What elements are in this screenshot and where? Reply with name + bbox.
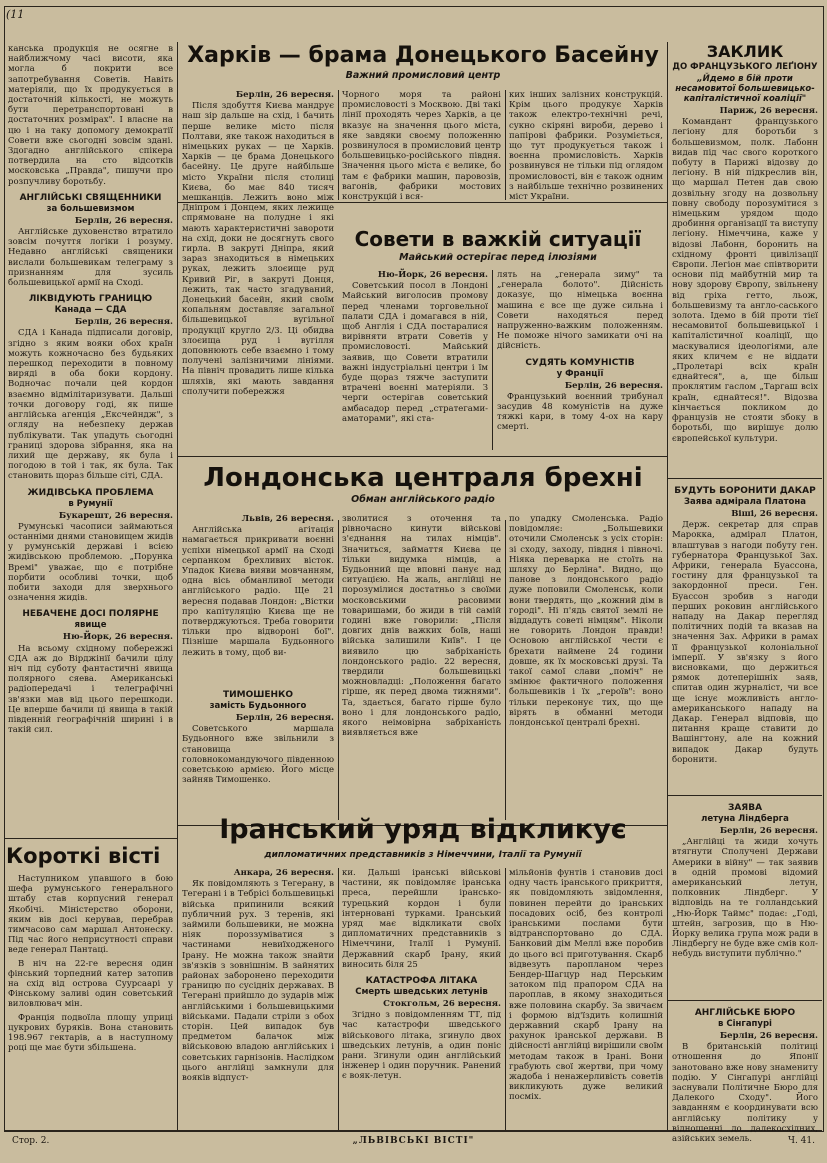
border-dateline: Берлін, 26 вересня. bbox=[74, 317, 173, 328]
soviets-column-2 bbox=[497, 270, 663, 456]
dakar-headline: БУДУТЬ БОРОНИТИ ДАКАР bbox=[674, 486, 816, 496]
border-headline: ЛІКВІДУЮТЬ ГРАНИЦЮ bbox=[28, 294, 153, 305]
polar-dateline: Ню-Йорк, 26 вересня. bbox=[62, 632, 173, 643]
appeal-subheadline: ДО ФРАНЦУЗЬКОГО ЛЕҐІОНУ bbox=[672, 62, 818, 72]
kharkiv-dateline: Берлін, 26 вересня. bbox=[235, 90, 334, 100]
timoshenko-article bbox=[182, 684, 334, 822]
iran-column-1 bbox=[182, 868, 334, 1126]
soviets-dateline: Ню-Йорк, 26 вересня. bbox=[377, 270, 488, 280]
soviets-headline: Совети в важкій ситуації bbox=[354, 227, 642, 251]
border-subheadline: Канада — СДА bbox=[54, 305, 127, 316]
issue-number: Ч. 41. bbox=[788, 1136, 815, 1146]
london-column-3 bbox=[509, 514, 663, 822]
iran-headline: Іранський уряд відкликує bbox=[219, 814, 627, 845]
crash-headline: КАТАСТРОФА ЛІТАКА bbox=[365, 976, 478, 987]
section-rule bbox=[668, 795, 822, 796]
border-body: СДА і Канада підписали договір, згідно з яким вояки обох країн можуть кожночасно без будьяких перешкод переходити в повному виряді в оба боки кордону. Водночас почали цей кордон взаємно відмілітаризувати. Дальші точки договору годі, як пише англійська агенція „Ексчейндж", з огляду на небезпеку держав публікувати. Так упадуть сьогодні границі здорова зібрання, яка на лихий ще державу, як була і погодою в той і так, як була. Так становить щораз більше сіті, СДА. bbox=[8, 328, 173, 482]
bureau-headline: АНГЛІЙСЬКЕ БЮРО bbox=[694, 1008, 796, 1018]
intro-text: канська продукція не осягне в найближчому часі висоти, яка могла б покрити все запотребування Советів. Навіть матеріяли, що їх продукується в достаточній кількості, не можуть бути перетранспортовані в достаточних розмірах". І власне на цю і на таку допомогу демократії Совети вже сьогодні зовсім здані. Здогадно англійського спікера потвердила на сто відсотків московська „Правда", пишучи про розпучливу боротьбу. bbox=[8, 44, 173, 187]
crash-dateline: Стокгольм, 26 вересня. bbox=[383, 999, 501, 1010]
dakar-dateline: Віші, 26 вересня. bbox=[731, 509, 818, 519]
soviets-subheadline: Майський остерігає перед ілюзіями bbox=[399, 252, 597, 263]
iran-body: Як повідомляють з Тегерану, в Тегерані і в Тебрісі большевицькі війська припинили всякий публичний рух. З теренів, які займили большевики, не можна ніяк пороззуміватися з частинами невиїходженого Ірану. Не можна також знайти зв'язків з зовнішнім. В зайнятих районах заборонено переходити границю по сусідніх державах. В Тегерані прийшло до зударів між англійськими і большевицькими військами. Падали стріли з обох сторін. Цей випадок був предметом балачок між військовою владою англійських і советських гарнізонів. Наслідком цього англійці замкнули для вояків відпуст- bbox=[182, 879, 334, 1084]
communists-subheadline: у Франції bbox=[556, 368, 604, 379]
page-number: Стор. 2. bbox=[12, 1136, 50, 1146]
short-news-item: Франція подвоїла площу уприці цукрових буряків. Вона становить 198.967 гектарів, а в наступному році ще має бути збільшена. bbox=[8, 1012, 173, 1054]
timoshenko-body: Советського маршала Будьонного вже звільнили з становища головнокомандуючого південною советською армією. Його місце зайняв Тимошенко. bbox=[182, 724, 334, 786]
communists-headline: СУДЯТЬ КОМУНІСТІВ bbox=[525, 357, 635, 368]
kharkiv-column-1 bbox=[182, 90, 334, 397]
dakar-body: Держ. секретар для справ Марокка, адмірал Платон, влаштував з нагоди побуту ген. губернатора Французької Зах. Африки, генерала Буассона, гостину для французької та закордонної преси. Ген. Буассон зробив з нагоди перших роковин англійського нападу на Дакар перегляд політичних подій та вказав на значення Зах. Африки в рамах її французької колоніальної імперії. У зв'язку з його висновками, що держиться рямок дотеперішніх заяв, спитав один журналіст, чи все ще існує можливість англо-американського нападу на Дакар. Генерал відповів, що питання краще ставити до Вашінгтону, але на кожний випадок Дакар будуть боронити. bbox=[672, 520, 818, 765]
column-rule bbox=[338, 90, 339, 200]
short-news-item: В ніч на 22-ге вересня один фінський торпедний катер затопив на схід від острова Суурсаарі у Фінському заливі один советський виловлювач мін. bbox=[8, 958, 173, 1010]
bureau-subheadline: в Сінгапурі bbox=[718, 1019, 772, 1029]
kharkiv-subheadline: Важний промисловий центр bbox=[345, 70, 501, 81]
soviets-body: Советський посол в Лондоні Майський виголосив промову перед членами торговельної палати СДА і домагався в ній, щоб Англія і СДА постаралися вирівняти втрати Советів у промисловості. Майський заявив, що Совети втратили важні індустріальні центри і їм буде щораз тяжче заступити втрачені воєнні матеріяли. З черги остерігав советський амбасадор перед „стратегами-аматорами", які ста- bbox=[342, 281, 488, 424]
newspaper-name: „ЛЬВІВСЬКІ ВІСТІ" bbox=[352, 1136, 475, 1146]
iran-dateline: Анкара, 26 вересня. bbox=[233, 868, 334, 878]
kharkiv-body: ких інших залізних конструкцій. Крім цього продукує Харків також електро-технічні речі, сукно скіряні вироби, дерево і папірові фабрики. Розуміється, що тут продукується також і воєнна промисловість. Харків розвинувся не тільки під оглядом промисловості, він є також одним з найбільше технічно розвинених міст України. bbox=[509, 90, 663, 203]
section-rule bbox=[4, 838, 177, 839]
bureau-body: В британській політиці отношення до Японії занотовано вже нову знамениту подію. У Сінгапурі англійці заснували Політичне Бюро для Далекого Сходу". Його завданням є координувати всю англійську політику у відношенні до далекосхідних, азійських земель. bbox=[672, 1042, 818, 1145]
iran-body: мільйонів фунтів і становив досі одну часть іранського прикриття, як повідомляють звідомлення, повинен перейти до іранських посадових осіб, без контролі іранськими послами бути відтранспортовано до СДА. Банковий дім Меллі вже поробив до цього всі приготування. Скарб відвезуть паропланом через Бендер-Шагцур над Перським затоком під прапором СДА на пароплав, в якому знаходиться вже половина скарбу. За звичаєм і формою від'їздить колишній державний скарб Ірану на рахунок іранської держави. В дійсності англійці вирішили своїм методам також в Ірані. Вони грабують свої жертви, при чому жадоба і ненажерливість советів викликують дуже великий посміх. bbox=[509, 868, 663, 1103]
jewish-dateline: Букарешт, 26 вересня. bbox=[58, 510, 173, 521]
kharkiv-body: Чорного моря та районі промисловості з Москвою. Дві такі лінії проходять через Харків, а це вказує на значення цього міста, яке завдяки своєму положенню розвинулося в промисловий центр большевицько-російського півдня. Значення цього міста є велике, бо там є фабрики машин, паровозів, вагонів, фабрики мостових конструкцій і вся- bbox=[342, 90, 501, 203]
communists-dateline: Берлін, 26 вересня. bbox=[564, 380, 663, 391]
column-rule bbox=[667, 42, 668, 1130]
london-headline: Лондонська централя брехні bbox=[203, 463, 643, 493]
bureau-dateline: Берлін, 26 вересня. bbox=[719, 1031, 818, 1041]
london-dateline: Львів, 26 вересня. bbox=[241, 514, 334, 524]
london-body: Англійська агітація намагається прикривати воєнні успіхи німецької армії на Сході серпанком брехливих вісток. Упадок Києва вияви мовчанням, одна вісь обманливої методи англійського радіо. Ще 21 вересня подавав Лондон: „Вістки про капітуляцію Києва ще не потверджуються. Треба говорити тільки про відвороні бої". Пізніше маршала Будьонного лежить в тому, щоб ви- bbox=[182, 525, 334, 658]
clergy-subheadline: за большевизмом bbox=[46, 203, 135, 214]
kharkiv-column-2 bbox=[342, 90, 501, 202]
lindbergh-article bbox=[672, 797, 818, 997]
polar-body: На всьому східному побережжі СДА аж до Вірджінії бачили цілу ніч під суботу фантастичні явища полярного сяева. Американські радіопередачі і телеграфічні зв'язки мав від цього перешкоди. Це вперше бачили ці явища в такій південній географічній ширині і в такій сил. bbox=[8, 643, 173, 736]
corner-mark: (11 bbox=[6, 8, 25, 21]
appeal-headline: ЗАКЛИК bbox=[706, 42, 784, 61]
appeal-body: Командант французького легіону для боротьби з большевизмом, полк. Лабонн видав під час свого короткого побуту в Парижі відозву до легіону. В ній підкреслив він, що маршал Петен дав свою дозвільну згоду на дозвольну повну свободу порозумітися з німецьким урядом щодо дробиння організації та виступу легіону. Німеччина, каже у відозві Лабонн, боронить на східному фронті цивілізації Європи. Легіон має співтворити основи під майбутній мир та нову здорову Європу, звільнену від гріха гетто, льож, большевизму та англо-саського золота. Ідемо в бій проти тієї несамовитої большевицької і капіталістичної коаліції, що маскувалися ідеологіями, але яких кличем є не віддати „Пролетарі всіх країн єднайтеся", а, ще більш проклятим гаслом „Таргаш всіх країн, єднайтеся!". Відозва кінчається покликом до французів не стояти збоку в боротьбі, що вирішує долю європейської культури. bbox=[672, 117, 818, 444]
iran-column-3 bbox=[509, 868, 663, 1126]
lindbergh-subheadline: летуна Ліндберга bbox=[701, 814, 789, 824]
clergy-dateline: Берлін, 26 вересня. bbox=[74, 215, 173, 226]
timoshenko-dateline: Берлін, 26 вересня. bbox=[235, 713, 334, 723]
column-rule bbox=[505, 520, 506, 820]
polar-headline: НЕБАЧЕНЕ ДОСІ ПОЛЯРНЕ bbox=[22, 609, 159, 620]
lindbergh-body: „Англійці та жиди хочуть втягнути Сполучені Держави Америки в війну" — так заявив в одній промові відомий американський летун, полковник Ліндберг. У відповідь на те голландський „Ню-Йорк Таймс" подає: „Годі, штейн, загрозив, що в Ню-Йорку велика група мож ради в Ліндбергу не буде вже смів кол-небудь виступити публічно." bbox=[672, 837, 818, 960]
section-rule bbox=[668, 1000, 822, 1001]
column-rule bbox=[505, 90, 506, 200]
short-news-headline: Короткі вісті bbox=[6, 844, 161, 868]
iran-body: ки. Дальші іранські військові частини, як повідомляє іранська преса, перейшли іранcько-турецький кордон і були інтерновані турками. Іранський уряд має відкликати своїх дипломатичних представників з Німеччини, Італії і Румунії. Державний скарб Ірану, який виносить біля 25 bbox=[342, 868, 501, 970]
crash-body: Згідно з повідомленням ТТ, під час катастрофи шведського військового літака, згинуло двох шведських летунів, а один поніс рани. Згинули один англійський інженер і один поручник. Ранений є вояк-летун. bbox=[342, 1010, 501, 1082]
lindbergh-headline: ЗАЯВА bbox=[727, 803, 763, 813]
short-news-column bbox=[8, 874, 173, 1126]
soviets-body: лять на „генерала зиму" та „генерала болото". Дійсність доказує, що німецька воєнна машина є все ще дуже сильна і Совети находяться перед напруженно-важким положенням. Не поможе нічого замикати очі на дійсність. bbox=[497, 270, 663, 352]
soviets-column-1 bbox=[342, 270, 488, 456]
appeal-dateline: Париж, 26 вересня. bbox=[719, 106, 818, 116]
column-rule bbox=[505, 868, 506, 1130]
clergy-headline: АНГЛІЙСЬКІ СВЯЩЕННИКИ bbox=[19, 192, 162, 203]
kharkiv-headline: Харків — брама Донецького Басейну bbox=[187, 43, 659, 68]
iran-column-2 bbox=[342, 868, 501, 1126]
jewish-subheadline: в Румунії bbox=[68, 498, 113, 509]
jewish-headline: ЖИДІВСЬКА ПРОБЛЕМА bbox=[27, 487, 154, 498]
polar-subheadline: явище bbox=[74, 620, 107, 631]
section-rule bbox=[668, 478, 822, 479]
london-column-1 bbox=[182, 514, 334, 680]
section-rule bbox=[178, 456, 667, 457]
crash-subheadline: Смерть шведських летунів bbox=[355, 987, 488, 998]
kharkiv-body: Після здобуття Києва мандрує наш зір дальше на схід, і бачить перше велике місто після Полтави, яке також находиться в німецьких руках — це Харків. Харків — це брама Донецького басейну. Це друге найбільше місто України після столиці Києва, бо має 840 тисяч мешканців. Лежить воно між Дніпром і Донцем, яких лежище спрямоване на полудне і які мають характеристичні завороти на схід, доки не досягнуть свого гирла. В закруті Дніпра, який зараз знаходиться в німецьких руках, лежить злоєище руд Кривий Ріг, в закруті Донця, лежить, так часто згадуваний, Донецький басейн, який своїм копальням доставляє загальної більшевицької вугільної продукції кругло 2/3. Ці обидва злоєища руд і вугілля доповнюють себе взаємно і тому получені залізничими лініями. На північ провадить лише кілька шляхів, які мають завдання сполучити побережжя bbox=[182, 101, 334, 397]
appeal-quote: „Йдемо в бій проти несамовитої большевицько-капіталістичної коаліції" bbox=[675, 74, 815, 104]
london-column-2 bbox=[342, 514, 501, 822]
dakar-subheadline: Заява адмірала Платона bbox=[684, 497, 806, 507]
kharkiv-column-3 bbox=[509, 90, 663, 202]
column-rule bbox=[338, 868, 339, 1130]
timoshenko-headline: ТИМОШЕНКО bbox=[222, 690, 294, 700]
london-body: по упадку Смоленська. Радіо повідомляє: „Большевики оточили Смоленськ з усіх сторін: зі сходу, заходу, півдня і півночі. Ніяка переварка не стоїть на шляху до Берліна". Видно, що панове з лондонського радіо дуже поповили Смоленськ, коли вони твердять, що „кожний дім в городі". Ні п'ядь святої землі не віддадуть советі німцям". Ніколи не говорить Лондон правди! Основою англійської чести є брехати наймене 24 години довше, як їх московські друзі. Та такої самої слави „поміч" не змінює фактичного положення большевиків і їх „героїв": воно тільки переконує тих, що ще вірять в обманні методи лондонської централі брехні. bbox=[509, 514, 663, 729]
column-rule bbox=[492, 270, 493, 450]
dakar-article bbox=[672, 480, 818, 792]
appeal-article bbox=[672, 62, 818, 474]
column-rule bbox=[177, 42, 178, 1130]
london-body: зволитися з оточення та рівночасно кинути військові з'єднання на тилах німців". Значиться, займаття Києва це тільки видумка німців, а Будьонний ще вповні панує над ситуацією. На жаль, англійці не порозумілися достатньо з своїми московськими расовими товаришами, бо жиди в тій самій годині вже говорили: „Після довгих днів важких боїв, наші війська залишили Київ". І це виявило цю забріхaність лондонського радіо. 22 вересня, твердили большевицькі можновладці: „Положення багато гірше, як перед двома тижнями". Та, здається, багато гірше було воно і для лондонського радіо, якого неімовірна забріхaність виявляється вже bbox=[342, 514, 501, 739]
lindbergh-dateline: Берлін, 26 вересня. bbox=[719, 826, 818, 836]
communists-body: Французький воєнний трибунал засудив 48 комуністів на дуже тяжкі кари, в тому 4-ох на кару смерті. bbox=[497, 391, 663, 433]
clergy-body: Англійське духовенство втратило зовсім почуття логіки і розуму. Недавно англійські священики вислали большевикам телеграму з признанням для зусиль большевицької армії на Сході. bbox=[8, 227, 173, 289]
column-rule bbox=[338, 520, 339, 820]
london-subheadline: Обман англійського радіо bbox=[351, 494, 495, 505]
iran-subheadline: дипломатичних представників з Німеччини, Італії та Румунії bbox=[264, 850, 582, 860]
timoshenko-subheadline: замість Будьонного bbox=[209, 701, 307, 711]
left-column bbox=[8, 44, 173, 834]
jewish-body: Румунські часописи займаються останніми днями становищем жидів у румунській державі і всією жидівською проблемою. „Порунка Времі" уважає, що є потрібне порбити особливі точки, щоб побити заходи для зверхнього означення жидів. bbox=[8, 521, 173, 604]
short-news-item: Наступником упавшого в бою шефа румунського генерального штабу став корпусний генерал Якобічі. Міністерство оборони, яким вів досі керував, перебрав тимчасово сам маршал Антонеску. Під час його неприсутності справи веде генерал Пантаці. bbox=[8, 874, 173, 956]
